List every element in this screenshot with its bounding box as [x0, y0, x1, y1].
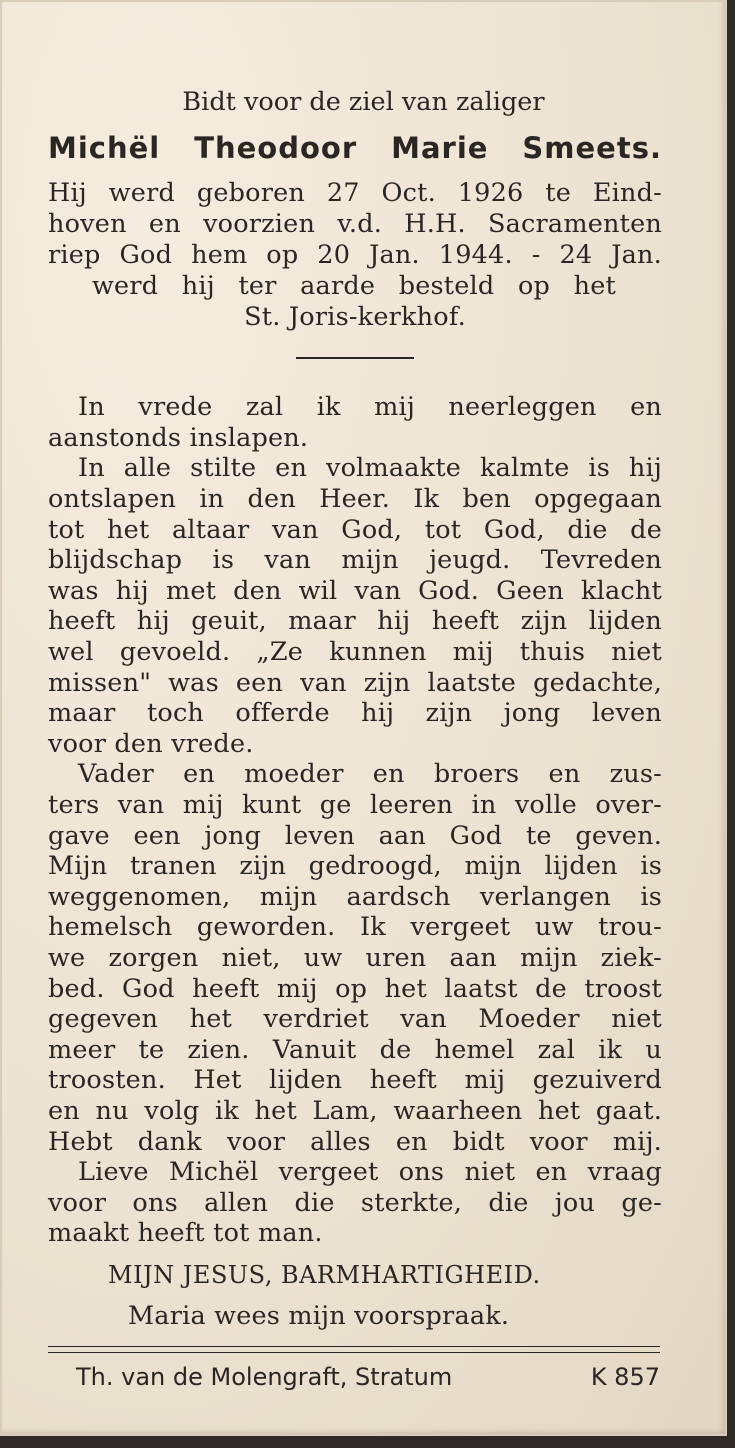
footer-rule-top — [48, 1346, 660, 1347]
body-line: Hebt dank voor alles en bidt voor mij. — [48, 1127, 662, 1157]
print-code: K 857 — [590, 1363, 660, 1391]
separator-rule — [296, 357, 414, 359]
body-line: missen" was een van zijn laatste gedachte, — [48, 668, 662, 698]
prayer-request: Bidt voor de ziel van zaliger — [182, 87, 545, 117]
body-line: gegeven het verdriet van Moeder niet — [48, 1004, 662, 1034]
closing-prayer: Maria wees mijn voorspraak. — [128, 1301, 510, 1331]
body-line: maakt heeft tot man. — [48, 1218, 323, 1248]
body-line: voor den vrede. — [48, 729, 254, 759]
intro-line: riep God hem op 20 Jan. 1944. - 24 Jan. — [48, 240, 662, 270]
body-line: In vrede zal ik mij neerleggen en — [78, 392, 662, 422]
body-line: Lieve Michël vergeet ons niet en vraag — [78, 1157, 662, 1187]
printer-name: Th. van de Molengraft, Stratum — [76, 1363, 453, 1391]
body-line: troosten. Het lijden heeft mij gezuiverd — [48, 1065, 662, 1095]
body-line: weggenomen, mijn aardsch verlangen is — [48, 882, 662, 912]
body-line: ters van mij kunt ge leeren in volle over- — [48, 790, 662, 820]
body-line: ontslapen in den Heer. Ik ben opgegaan — [48, 484, 662, 514]
body-line: tot het altaar van God, tot God, die de — [48, 515, 662, 545]
intro-line: hoven en voorzien v.d. H.H. Sacramenten — [48, 209, 662, 239]
body-line: meer te zien. Vanuit de hemel zal ik u — [48, 1035, 662, 1065]
footer-rule-bottom — [48, 1352, 660, 1353]
body-line: heeft hij geuit, maar hij heeft zijn lijden — [48, 606, 662, 636]
body-line: voor ons allen die sterkte, die jou ge- — [48, 1188, 662, 1218]
invocation: MIJN JESUS, BARMHARTIGHEID. — [108, 1261, 541, 1289]
intro-line: werd hij ter aarde besteld op het — [92, 271, 616, 301]
body-line: Mijn tranen zijn gedroogd, mijn lijden is — [48, 851, 662, 881]
body-line: aanstonds inslapen. — [48, 423, 309, 453]
body-line: Vader en moeder en broers en zus- — [78, 759, 662, 789]
intro-line: Hij werd geboren 27 Oct. 1926 te Eind- — [48, 178, 662, 208]
body-line: blijdschap is van mijn jeugd. Tevreden — [48, 545, 662, 575]
deceased-name: Michël Theodoor Marie Smeets. — [48, 131, 662, 165]
body-line: maar toch offerde hij zijn jong leven — [48, 698, 662, 728]
body-line: In alle stilte en volmaakte kalmte is hij — [78, 453, 662, 483]
body-line: we zorgen niet, uw uren aan mijn ziek- — [48, 943, 662, 973]
printer-footer — [76, 1362, 660, 1392]
body-line: bed. God heeft mij op het laatst de troost — [48, 974, 662, 1004]
body-line: en nu volg ik het Lam, waarheen het gaat. — [48, 1096, 662, 1126]
body-line: gave een jong leven aan God te geven. — [48, 821, 662, 851]
intro-line: St. Joris-kerkhof. — [244, 302, 466, 332]
body-line: wel gevoeld. „Ze kunnen mij thuis niet — [48, 637, 662, 667]
body-line: hemelsch geworden. Ik vergeet uw trou- — [48, 912, 662, 942]
body-line: was hij met den wil van God. Geen klacht — [48, 576, 662, 606]
